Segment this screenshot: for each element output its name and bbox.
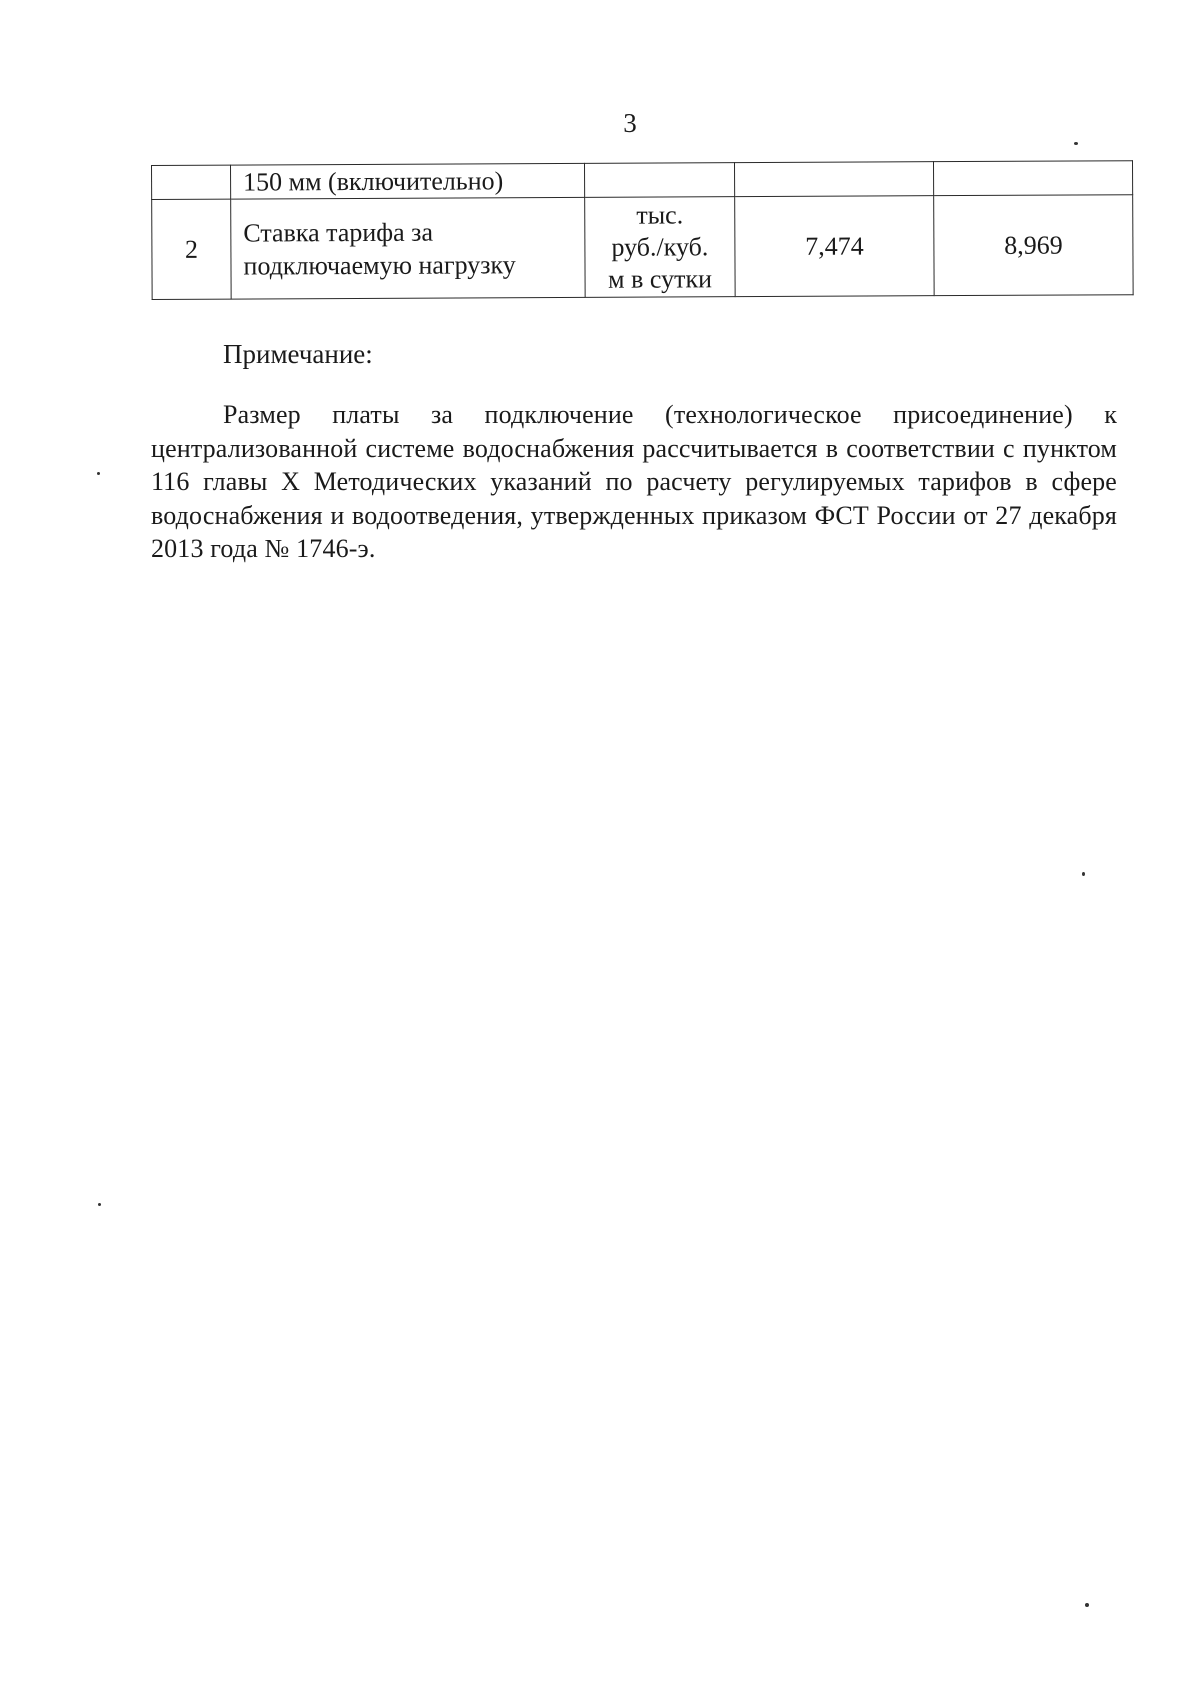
row-number-cell [152,165,231,199]
scan-speck [97,472,100,475]
row-number-cell: 2 [152,199,231,299]
row-name-cell: 150 мм (включительно) [231,163,585,199]
table-row [152,195,1133,300]
row-name-line: Ставка тарифа за [243,217,434,248]
row-unit-line: тыс. [636,199,684,230]
row-unit-cell [584,163,734,198]
row-name-line: подключаемую нагрузку [243,249,516,281]
row-value2-cell [933,161,1132,196]
row-unit-cell [585,197,735,298]
row-unit-line: руб./куб. [611,231,709,262]
scan-speck [1074,142,1078,145]
note-paragraph: Размер платы за подключение (технологическое присоединение) к централизованной системе водоснабжения рассчитывается в соответствии с пунктом 116 главы X Методических указаний по расчету регулируемых тарифов в сфере водоснабжения и водоотведения, утвержденных приказом ФСТ России от 27 декабря 2013 года № 1746-э. [151,400,1117,563]
table-row [152,161,1133,200]
page-number: 3 [623,108,637,138]
row-value1-cell: 7,474 [735,196,934,297]
row-value2-cell: 8,969 [934,195,1133,296]
row-value1-cell [734,162,933,197]
scan-speck [98,1203,101,1206]
scan-speck [1082,872,1085,876]
tariff-table [151,160,1134,300]
scan-speck [1085,1603,1089,1607]
note-label: Примечание: [223,339,373,369]
row-unit-line: м в сутки [608,263,713,294]
row-name-cell [231,197,585,299]
